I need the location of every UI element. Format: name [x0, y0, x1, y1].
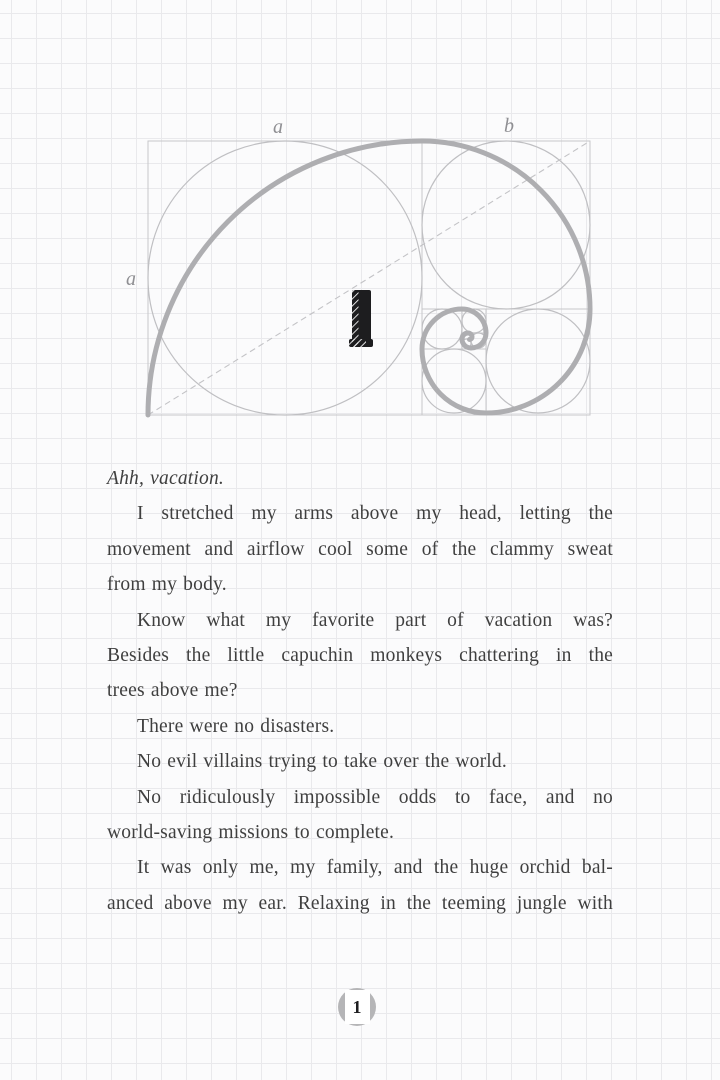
golden-spiral-figure [0, 0, 720, 460]
body-line: Know what my favorite part of vacation was? [137, 609, 613, 631]
body-line: Ahh, vacation. [107, 468, 224, 489]
body-line: I stretched my arms above my head, letting the [137, 503, 613, 525]
chapter-text [107, 461, 613, 921]
body-line: No ridiculously impossible odds to face, and no [137, 786, 613, 808]
body-line: It was only me, my family, and the huge orchid bal- [137, 857, 613, 879]
figure-label-a-left: a [126, 268, 136, 290]
figure-label-b-top: b [504, 115, 514, 137]
page-number: 1 [352, 996, 362, 1017]
page-number-square [345, 990, 370, 1024]
figure-label-a-top: a [273, 116, 283, 138]
body-line: from my body. [107, 574, 227, 596]
body-line: No evil villains trying to take over the world. [137, 751, 507, 773]
body-line: world-saving missions to complete. [107, 821, 395, 843]
body-line: trees above me? [107, 680, 238, 702]
body-line: movement and airflow cool some of the clammy sweat [107, 538, 613, 560]
chapter-number-one [349, 290, 373, 347]
page-number-badge [338, 988, 376, 1026]
dashed-diagonal [148, 141, 590, 415]
body-line: anced above my ear. Relaxing in the teeming jungle with [107, 892, 613, 914]
body-line: There were no disasters. [137, 715, 335, 737]
body-line: Besides the little capuchin monkeys chattering in the [107, 644, 613, 666]
